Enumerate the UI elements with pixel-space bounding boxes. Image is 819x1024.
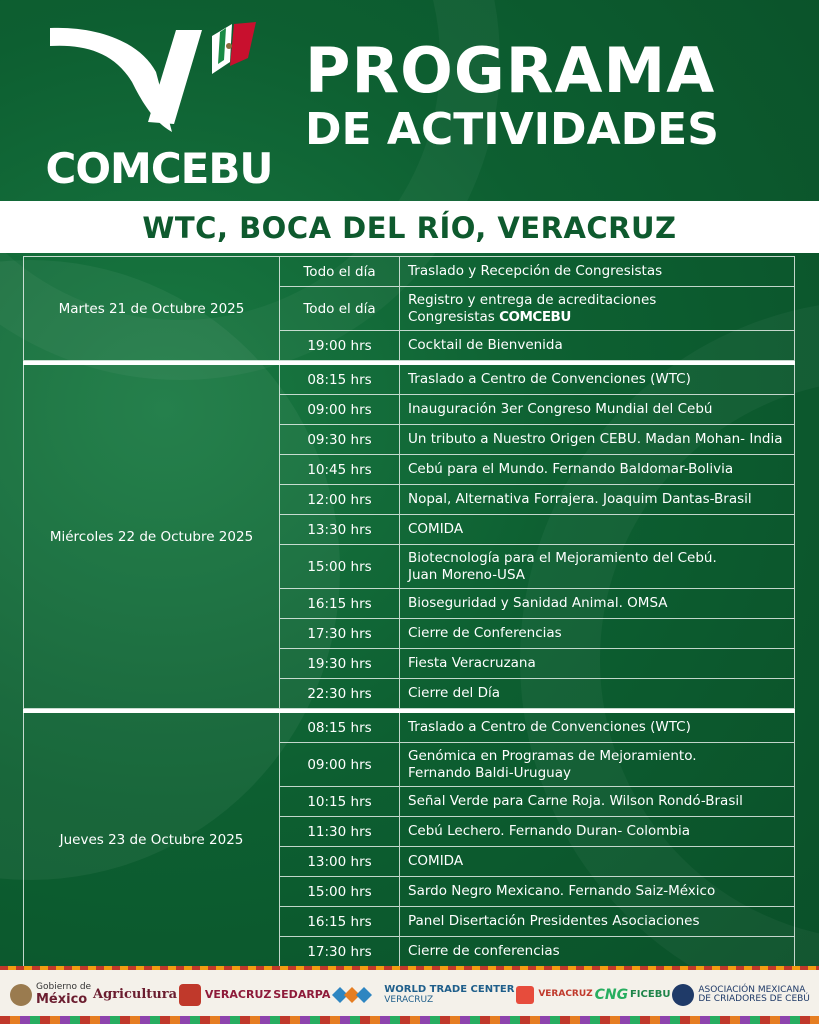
activity-text: Un tributo a Nuestro Origen CEBU. Madan Mohan- India <box>408 431 783 448</box>
day-label: Martes 21 de Octubre 2025 <box>24 257 280 360</box>
time-cell: 11:30 hrs <box>280 817 400 846</box>
sponsor-footer <box>0 966 819 1024</box>
activity-text: Cierre de conferencias <box>408 943 560 960</box>
schedule-row <box>280 787 794 817</box>
time-cell: 15:00 hrs <box>280 545 400 588</box>
decorative-strip <box>0 1016 819 1024</box>
time-cell: 19:00 hrs <box>280 331 400 360</box>
activity-cell <box>400 365 794 394</box>
activity-cell <box>400 649 794 678</box>
activity-cell <box>400 455 794 484</box>
time-cell: 13:30 hrs <box>280 515 400 544</box>
day-block <box>23 256 795 361</box>
activity-cell <box>400 877 794 906</box>
time-cell: 09:00 hrs <box>280 395 400 424</box>
time-cell: 13:00 hrs <box>280 847 400 876</box>
schedule-table <box>23 256 795 967</box>
activity-text: Traslado a Centro de Convenciones (WTC) <box>408 719 691 736</box>
gobierno-mexico-logo: Gobierno de México <box>10 983 91 1006</box>
logo-wordmark: COMCEBU <box>45 144 273 193</box>
time-cell: 09:30 hrs <box>280 425 400 454</box>
activity-text: Bioseguridad y Sanidad Animal. OMSA <box>408 595 668 612</box>
schedule-row <box>280 713 794 743</box>
activity-text: Inauguración 3er Congreso Mundial del Cebú <box>408 401 713 418</box>
wtc-diamonds-icon <box>332 984 380 1006</box>
schedule-row <box>280 649 794 679</box>
schedule-row <box>280 485 794 515</box>
activity-cell <box>400 787 794 816</box>
activity-text: COMIDA <box>408 853 464 870</box>
schedule-row <box>280 847 794 877</box>
activity-text: Genómica en Programas de Mejoramiento. <box>408 748 697 765</box>
activity-text: COMIDA <box>408 521 464 538</box>
schedule-row <box>280 515 794 545</box>
time-cell: 15:00 hrs <box>280 877 400 906</box>
page-subtitle: DE ACTIVIDADES <box>305 104 719 155</box>
coat-of-arms-icon <box>10 984 32 1006</box>
schedule-row <box>280 331 794 360</box>
activity-cell <box>400 619 794 648</box>
ficebu-logo: FICEBU <box>629 988 671 1000</box>
veracruz-shield-icon <box>179 984 201 1006</box>
activity-cell <box>400 331 794 360</box>
schedule-row <box>280 679 794 708</box>
time-cell: 16:15 hrs <box>280 907 400 936</box>
schedule-row <box>280 287 794 331</box>
schedule-row <box>280 877 794 907</box>
activity-cell <box>400 743 794 786</box>
day-block <box>23 365 795 709</box>
activity-cell <box>400 937 794 966</box>
time-cell: 08:15 hrs <box>280 713 400 742</box>
schedule-row <box>280 619 794 649</box>
cng-logo: CNG <box>594 986 629 1003</box>
activity-text: Traslado y Recepción de Congresistas <box>408 263 663 280</box>
schedule-row <box>280 937 794 966</box>
schedule-row <box>280 743 794 787</box>
activity-text-line2: Juan Moreno-USA <box>408 566 525 583</box>
activity-text: Traslado a Centro de Convenciones (WTC) <box>408 371 691 388</box>
time-cell: 17:30 hrs <box>280 937 400 966</box>
activity-cell <box>400 847 794 876</box>
time-cell: 12:00 hrs <box>280 485 400 514</box>
time-cell: 17:30 hrs <box>280 619 400 648</box>
activity-cell <box>400 257 794 286</box>
venue-text: WTC, BOCA DEL RÍO, VERACRUZ <box>142 211 677 245</box>
activity-cell <box>400 679 794 708</box>
brand-logo-text: COMCEBU <box>499 308 571 325</box>
activity-cell <box>400 907 794 936</box>
activity-cell <box>400 425 794 454</box>
agricultura-logo: Agricultura <box>93 987 177 1003</box>
time-cell: 22:30 hrs <box>280 679 400 708</box>
time-cell: 10:15 hrs <box>280 787 400 816</box>
activity-text: Cierre de Conferencias <box>408 625 562 642</box>
sponsor-logos <box>10 974 810 1016</box>
schedule-row <box>280 907 794 937</box>
activity-text: Fiesta Veracruzana <box>408 655 536 672</box>
activity-cell <box>400 817 794 846</box>
activity-text: Señal Verde para Carne Roja. Wilson Rondó-Brasil <box>408 793 743 810</box>
activity-text: Cocktail de Bienvenida <box>408 337 563 354</box>
schedule-row <box>280 425 794 455</box>
activity-cell <box>400 287 794 330</box>
comcebu-logo <box>44 22 274 192</box>
amcc-logo: ASOCIACIÓN MEXICANA DE CRIADORES DE CEBÚ <box>672 984 810 1006</box>
schedule-row <box>280 395 794 425</box>
time-cell: Todo el día <box>280 287 400 330</box>
activity-cell <box>400 589 794 618</box>
time-cell: 10:45 hrs <box>280 455 400 484</box>
activity-text-line2: Congresistas COMCEBU <box>408 308 571 325</box>
schedule-row <box>280 455 794 485</box>
activity-text-line2: Fernando Baldi-Uruguay <box>408 764 572 781</box>
time-cell: 09:00 hrs <box>280 743 400 786</box>
schedule-row <box>280 257 794 287</box>
day-label: Jueves 23 de Octubre 2025 <box>24 713 280 966</box>
day-block <box>23 713 795 967</box>
decorative-strip <box>0 966 819 970</box>
time-cell: Todo el día <box>280 257 400 286</box>
amcc-seal-icon <box>672 984 694 1006</box>
time-cell: 08:15 hrs <box>280 365 400 394</box>
time-cell: 16:15 hrs <box>280 589 400 618</box>
veracruz-gov-logo: VERACRUZ <box>179 984 271 1006</box>
wtc-logo: WORLD TRADE CENTER VERACRUZ <box>332 984 514 1006</box>
sedarpa-logo: SEDARPA <box>273 988 331 1002</box>
heart-icon <box>516 986 534 1004</box>
logo-mark-icon <box>44 22 274 147</box>
time-cell: 19:30 hrs <box>280 649 400 678</box>
schedule-row <box>280 817 794 847</box>
activity-text: Cebú Lechero. Fernando Duran- Colombia <box>408 823 690 840</box>
activity-text: Sardo Negro Mexicano. Fernando Saiz-México <box>408 883 716 900</box>
schedule-row <box>280 589 794 619</box>
activity-text: Registro y entrega de acreditaciones <box>408 292 657 309</box>
activity-cell <box>400 485 794 514</box>
activity-cell <box>400 713 794 742</box>
activity-text: Cebú para el Mundo. Fernando Baldomar-Bolivia <box>408 461 734 478</box>
schedule-row <box>280 365 794 395</box>
por-amor-veracruz-logo: VERACRUZ <box>516 986 592 1004</box>
activity-text: Cierre del Día <box>408 685 500 702</box>
activity-cell <box>400 515 794 544</box>
page-title: PROGRAMA <box>305 34 716 107</box>
schedule-row <box>280 545 794 589</box>
activity-text: Nopal, Alternativa Forrajera. Joaquim Dantas-Brasil <box>408 491 752 508</box>
activity-text: Panel Disertación Presidentes Asociaciones <box>408 913 700 930</box>
day-label: Miércoles 22 de Octubre 2025 <box>24 365 280 708</box>
activity-cell <box>400 395 794 424</box>
activity-cell <box>400 545 794 588</box>
activity-text: Biotecnología para el Mejoramiento del Cebú. <box>408 550 717 567</box>
